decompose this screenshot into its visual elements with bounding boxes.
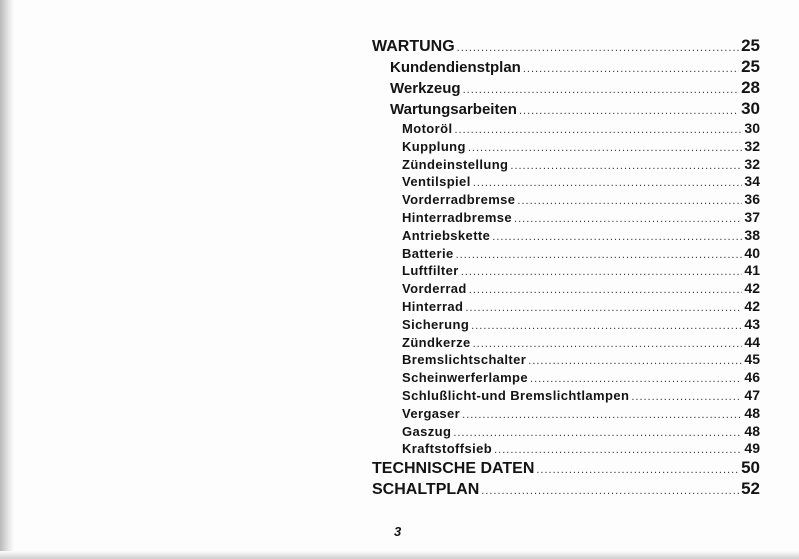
toc-entry-luftfilter: [372, 262, 760, 280]
toc-entry-label: Vergaser: [402, 405, 461, 421]
toc-entry-antriebskette: [372, 227, 760, 245]
toc-entry-label: Bremslichtschalter: [402, 352, 527, 368]
toc-entry-label: Luftfilter: [402, 263, 459, 279]
toc-entry-label: Vorderradbremse: [402, 192, 516, 208]
toc-entry-page: 49: [744, 440, 760, 457]
toc-entry-page: 34: [744, 173, 760, 190]
toc-entry-vorderrad: [372, 280, 760, 298]
toc-leader: [473, 338, 743, 350]
toc-entry-page: 38: [744, 226, 760, 243]
toc-entry-page: 44: [744, 333, 760, 350]
toc-leader: [457, 42, 739, 54]
toc-entry-label: WARTUNG: [372, 38, 455, 55]
toc-entry-page: 36: [744, 191, 760, 208]
toc-entry-label: Zündkerze: [402, 334, 471, 350]
toc-entry-sicherung: [372, 316, 760, 334]
toc-leader: [519, 105, 739, 117]
toc-entry-label: Gaszug: [402, 423, 452, 439]
toc-entry-zuendeinstellung: [372, 156, 760, 174]
toc-leader: [514, 213, 742, 225]
toc-entry-bremslichtschalter: [372, 351, 760, 369]
toc-entry-page: 25: [741, 36, 760, 55]
toc-entry-label: Batterie: [402, 245, 454, 261]
toc-entry-page: 30: [744, 120, 760, 136]
toc-entry-label: Kundendienstplan: [390, 59, 521, 76]
toc-leader: [465, 302, 742, 314]
toc-entry-page: 52: [741, 479, 760, 499]
toc-leader: [461, 266, 743, 278]
toc-entry-hinterrad: [372, 298, 760, 316]
table-of-contents: [372, 36, 760, 500]
toc-entry-vorderradbremse: [372, 191, 760, 209]
toc-leader: [631, 391, 742, 403]
toc-entry-zuendkerze: [372, 334, 760, 352]
toc-leader: [471, 320, 742, 332]
toc-entry-page: 42: [744, 280, 760, 297]
toc-entry-label: Vorderrad: [402, 281, 467, 297]
toc-entry-hinterradbremse: [372, 209, 760, 227]
toc-entry-werkzeug: [372, 78, 760, 99]
toc-leader: [517, 195, 742, 207]
toc-entry-kundendienstplan: [372, 57, 760, 78]
toc-entry-gaszug: [372, 423, 760, 441]
toc-leader: [456, 249, 743, 261]
toc-entry-vergaser: [372, 405, 760, 423]
toc-entry-label: Kraftstoffsieb: [402, 441, 493, 457]
toc-entry-page: 30: [741, 99, 760, 118]
toc-entry-technische-daten: [372, 458, 760, 479]
toc-entry-label: Schlußlicht-und Bremslichtlampen: [402, 387, 630, 403]
toc-entry-schaltplan: [372, 479, 760, 500]
toc-entry-page: 46: [744, 369, 760, 386]
toc-leader: [453, 427, 742, 439]
toc-entry-label: Sicherung: [402, 316, 470, 332]
toc-entry-label: TECHNISCHE DATEN: [372, 460, 535, 478]
toc-leader: [492, 231, 742, 243]
page-number: 3: [394, 524, 402, 539]
toc-entry-label: Hinterrad: [402, 298, 464, 314]
toc-leader: [530, 373, 742, 385]
toc-entry-label: Motoröl: [402, 121, 453, 136]
toc-entry-page: 40: [744, 244, 760, 261]
toc-leader: [528, 355, 742, 367]
toc-entry-label: Werkzeug: [390, 80, 461, 97]
toc-entry-page: 45: [744, 351, 760, 368]
page-bottom-shadow: [0, 551, 799, 559]
toc-entry-label: Kupplung: [402, 138, 466, 154]
toc-entry-label: Wartungsarbeiten: [390, 101, 517, 118]
toc-leader: [468, 142, 743, 154]
toc-entry-label: Scheinwerferlampe: [402, 370, 529, 386]
toc-entry-label: Antriebskette: [402, 227, 491, 243]
toc-entry-label: SCHALTPLAN: [372, 481, 480, 499]
page-binding-shadow: [0, 0, 14, 559]
toc-entry-page: 28: [741, 78, 760, 97]
toc-entry-ventilspiel: [372, 173, 760, 191]
toc-entry-page: 32: [744, 155, 760, 172]
toc-entry-batterie: [372, 245, 760, 263]
toc-leader: [454, 124, 742, 136]
toc-entry-kupplung: [372, 138, 760, 156]
toc-entry-kraftstoffsieb: [372, 440, 760, 458]
toc-leader: [536, 464, 739, 476]
toc-leader: [510, 160, 742, 172]
toc-leader: [494, 444, 742, 456]
toc-entry-page: 25: [741, 57, 760, 76]
toc-leader: [469, 284, 743, 296]
toc-entry-label: Hinterradbremse: [402, 209, 513, 225]
toc-leader: [523, 63, 739, 75]
toc-entry-wartung: [372, 36, 760, 57]
toc-entry-page: 42: [744, 297, 760, 314]
toc-entry-page: 41: [744, 262, 760, 279]
toc-entry-scheinwerferlampe: [372, 369, 760, 387]
toc-leader: [462, 409, 742, 421]
toc-entry-page: 48: [744, 404, 760, 421]
toc-entry-wartungsarbeiten: [372, 99, 760, 120]
toc-entry-label: Zündeinstellung: [402, 156, 509, 172]
toc-entry-page: 47: [744, 386, 760, 403]
toc-entry-page: 32: [744, 137, 760, 154]
toc-entry-page: 43: [744, 315, 760, 332]
toc-leader: [481, 485, 739, 497]
toc-entry-schlusslicht-bremslichtlampen: [372, 387, 760, 405]
toc-entry-page: 50: [741, 458, 760, 478]
toc-entry-page: 37: [744, 208, 760, 225]
toc-entry-motoroel: [372, 120, 760, 138]
toc-entry-page: 48: [744, 422, 760, 439]
toc-leader: [473, 177, 743, 189]
toc-entry-label: Ventilspiel: [402, 174, 471, 190]
toc-leader: [463, 84, 740, 96]
